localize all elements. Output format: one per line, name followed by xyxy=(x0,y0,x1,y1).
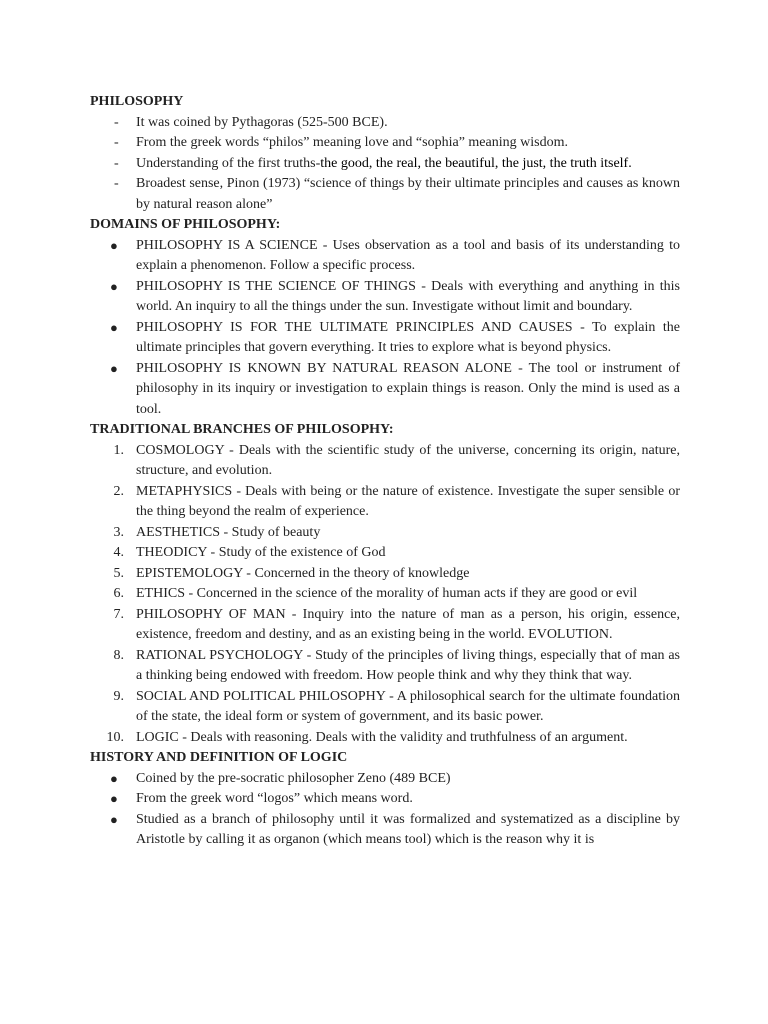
dash-marker: - xyxy=(114,135,119,150)
number-marker: 6. xyxy=(113,586,124,601)
list-item xyxy=(90,482,680,523)
list-item xyxy=(90,359,680,421)
list-item xyxy=(90,113,680,134)
list-item xyxy=(90,154,680,175)
number-marker: 2. xyxy=(113,483,124,499)
list-item-text: It was coined by Pythagoras (525-500 BCE). xyxy=(136,114,388,130)
number-marker: 3. xyxy=(113,524,124,540)
list-item xyxy=(90,277,680,318)
list-item-text: AESTHETICS - Study of beauty xyxy=(136,524,321,540)
section-logic xyxy=(90,748,680,851)
list-item-text: From the greek words “philos” meaning love and “sophia” meaning wisdom. xyxy=(136,135,568,150)
section-heading-philosophy: PHILOSOPHY xyxy=(90,94,184,109)
list-item-text: ETHICS - Concerned in the science of the morality of human acts if they are good or evil xyxy=(136,586,638,601)
list-item-text: LOGIC - Deals with reasoning. Deals with the validity and truthfulness of an argument. xyxy=(136,729,628,745)
list-item-text: From the greek word “logos” which means word. xyxy=(136,791,413,806)
bullet-marker: ● xyxy=(110,811,118,827)
number-marker: 4. xyxy=(113,545,124,560)
list-item xyxy=(90,523,680,544)
list-item xyxy=(90,441,680,482)
section-heading-domains: DOMAINS OF PHILOSOPHY: xyxy=(90,217,281,232)
list-item xyxy=(90,605,680,646)
list-item-text: PHILOSOPHY IS KNOWN BY NATURAL REASON ALONE - The tool or instrument of philosophy in its inquiry or investigation to explain things is reason. Only the mind is used as a tool. xyxy=(136,360,680,417)
list-item-text: Broadest sense, Pinon (1973) “science of things by their ultimate principles and causes as known by natural reason alone” xyxy=(136,176,680,212)
list-item xyxy=(90,789,680,810)
list-item-text: EPISTEMOLOGY - Concerned in the theory of knowledge xyxy=(136,565,470,581)
document-body xyxy=(90,92,680,851)
list-item xyxy=(90,318,680,359)
bullet-marker: ● xyxy=(110,791,118,806)
list-item-text-lead: Understanding of the first truths- xyxy=(136,155,321,171)
list-item-text: THEODICY - Study of the existence of God xyxy=(136,545,386,560)
list-item xyxy=(90,236,680,277)
number-marker: 9. xyxy=(113,688,124,704)
branches-list xyxy=(90,441,680,749)
list-item-text xyxy=(136,154,680,175)
list-item xyxy=(90,133,680,154)
list-item-text: PHILOSOPHY IS THE SCIENCE OF THINGS - Deals with everything and anything in this world. An inquiry to all the things under the sun. Investigate without limit and boundary. xyxy=(136,278,680,314)
list-item xyxy=(90,543,680,564)
list-item-text: RATIONAL PSYCHOLOGY - Study of the principles of living things, especially that of man as a thinking being endowed with freedom. How people think and why they think that way. xyxy=(136,647,680,683)
list-item-text: PHILOSOPHY IS FOR THE ULTIMATE PRINCIPLES AND CAUSES - To explain the ultimate principles that govern everything. It tries to explore what is beyond physics. xyxy=(136,319,680,355)
list-item-text: SOCIAL AND POLITICAL PHILOSOPHY - A philosophical search for the ultimate foundation of the state, the ideal form or system of government, and its basic power. xyxy=(136,688,680,724)
number-marker: 10. xyxy=(106,729,124,745)
dash-marker: - xyxy=(114,155,119,171)
list-item xyxy=(90,174,680,215)
section-branches xyxy=(90,420,680,748)
number-marker: 5. xyxy=(113,565,124,581)
section-heading-logic: HISTORY AND DEFINITION OF LOGIC xyxy=(90,750,348,765)
list-item xyxy=(90,728,680,749)
list-item-text: COSMOLOGY - Deals with the scientific study of the universe, concerning its origin, nature, structure, and evolution. xyxy=(136,442,680,478)
bullet-marker: ● xyxy=(110,770,118,786)
list-item-text: Coined by the pre-socratic philosopher Zeno (489 BCE) xyxy=(136,770,451,786)
bullet-marker: ● xyxy=(110,319,118,335)
dash-marker: - xyxy=(114,176,119,191)
bullet-marker: ● xyxy=(110,237,118,253)
number-marker: 7. xyxy=(113,606,124,622)
philosophy-list xyxy=(90,113,680,216)
bullet-marker: ● xyxy=(110,360,118,376)
number-marker: 8. xyxy=(113,647,124,663)
list-item xyxy=(90,564,680,585)
list-item xyxy=(90,810,680,851)
domains-list xyxy=(90,236,680,421)
list-item-text-emphasis: the good, the real, the beautiful, the just, the truth itself. xyxy=(320,155,632,171)
bullet-marker: ● xyxy=(110,278,118,294)
list-item-text: METAPHYSICS - Deals with being or the nature of existence. Investigate the super sensible or the thing beyond the realm of experience. xyxy=(136,483,680,519)
section-heading-branches: TRADITIONAL BRANCHES OF PHILOSOPHY: xyxy=(90,422,394,437)
number-marker: 1. xyxy=(113,442,124,458)
list-item xyxy=(90,769,680,790)
list-item xyxy=(90,687,680,728)
logic-list xyxy=(90,769,680,851)
list-item-text: PHILOSOPHY OF MAN - Inquiry into the nature of man as a person, his origin, essence, existence, freedom and destiny, and as an existing being in the world. EVOLUTION. xyxy=(136,606,680,642)
list-item-text: PHILOSOPHY IS A SCIENCE - Uses observation as a tool and basis of its understanding to explain a phenomenon. Follow a specific process. xyxy=(136,237,680,273)
section-domains xyxy=(90,215,680,420)
list-item xyxy=(90,584,680,605)
dash-marker: - xyxy=(114,114,119,130)
list-item-text: Studied as a branch of philosophy until it was formalized and systematized as a discipline by Aristotle by calling it as organon (which means tool) which is the reason why it is xyxy=(136,811,680,847)
list-item xyxy=(90,646,680,687)
section-philosophy xyxy=(90,92,680,215)
